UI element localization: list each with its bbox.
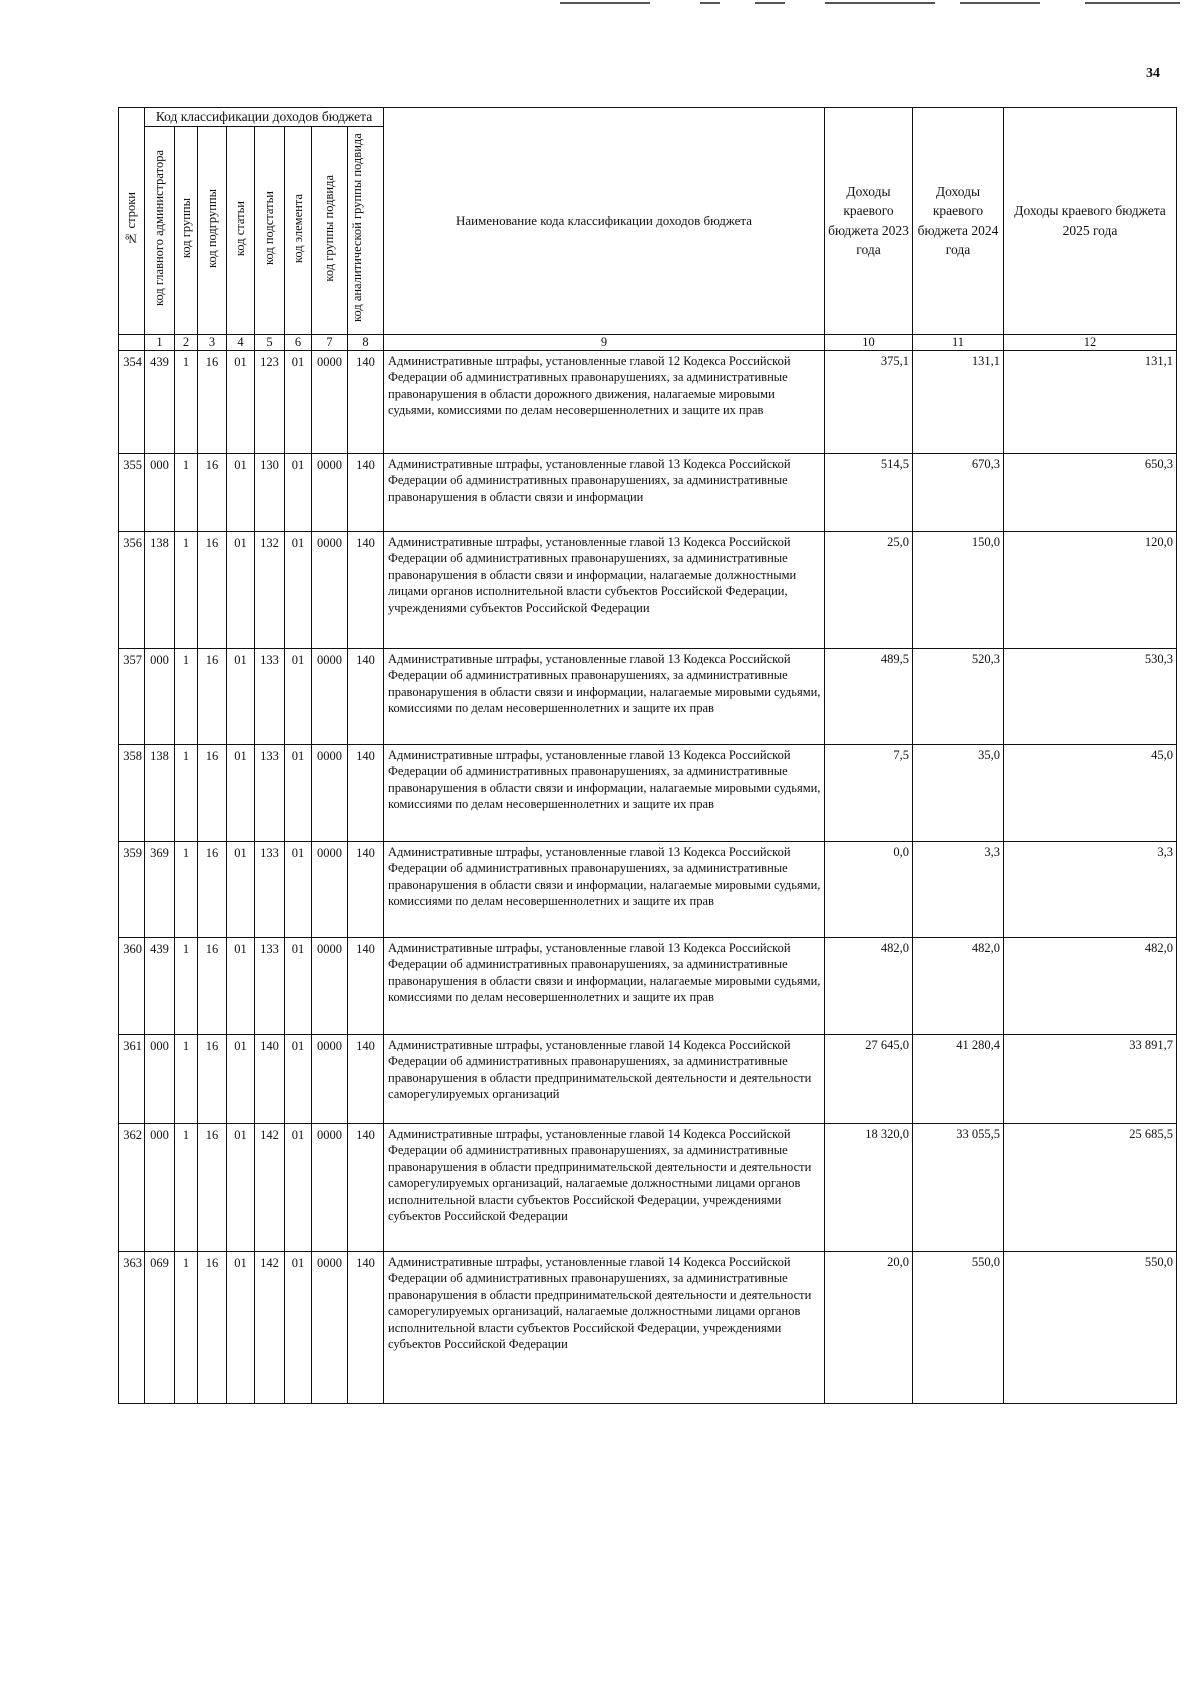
column-number: 12	[1004, 334, 1177, 350]
revenue-2025: 530,3	[1004, 648, 1177, 744]
subgroup-code: 16	[198, 1123, 227, 1251]
subarticle-code: 142	[255, 1251, 285, 1403]
code-name: Административные штрафы, установленные главой 13 Кодекса Российской Федерации об административных правонарушениях, за административные правонарушения в области связи и информации, налагаемые мировыми судьями, комиссиями по делам несовершеннолетних и защите их прав	[384, 744, 825, 841]
subtype-group-code: 0000	[312, 841, 348, 937]
header-admin-code: код главного администратора	[145, 126, 175, 334]
table-row	[119, 841, 1177, 937]
subtype-group-code: 0000	[312, 350, 348, 453]
article-code: 01	[227, 841, 255, 937]
row-number: 362	[119, 1123, 145, 1251]
article-code: 01	[227, 1123, 255, 1251]
subarticle-code: 133	[255, 744, 285, 841]
article-code: 01	[227, 453, 255, 531]
group-code: 1	[175, 937, 198, 1034]
article-code: 01	[227, 744, 255, 841]
revenue-2023: 27 645,0	[825, 1034, 913, 1123]
subgroup-code: 16	[198, 744, 227, 841]
revenue-2025: 45,0	[1004, 744, 1177, 841]
subgroup-code: 16	[198, 350, 227, 453]
group-code: 1	[175, 1034, 198, 1123]
revenue-2023: 25,0	[825, 531, 913, 648]
revenue-2024: 550,0	[913, 1251, 1004, 1403]
revenue-2024: 35,0	[913, 744, 1004, 841]
revenue-2023: 482,0	[825, 937, 913, 1034]
page-number: 34	[1146, 66, 1160, 81]
scan-edge-marks	[540, 0, 1180, 6]
revenue-2025: 131,1	[1004, 350, 1177, 453]
code-name: Административные штрафы, установленные главой 13 Кодекса Российской Федерации об административных правонарушениях, за административные правонарушения в области связи и информации, налагаемые должностными лицами органов исполнительной власти субъектов Российской Федерации, учреждениями субъектов Российской Федерации	[384, 531, 825, 648]
code-name: Административные штрафы, установленные главой 14 Кодекса Российской Федерации об административных правонарушениях, за административные правонарушения в области предпринимательской деятельности и деятельности саморегулируемых организаций	[384, 1034, 825, 1123]
revenue-2024: 520,3	[913, 648, 1004, 744]
revenue-2024: 41 280,4	[913, 1034, 1004, 1123]
revenue-2023: 20,0	[825, 1251, 913, 1403]
header-subarticle-code: код подстатьи	[255, 126, 285, 334]
column-number: 7	[312, 334, 348, 350]
analytic-group-code: 140	[348, 1123, 384, 1251]
group-code: 1	[175, 531, 198, 648]
article-code: 01	[227, 1251, 255, 1403]
group-code: 1	[175, 841, 198, 937]
article-code: 01	[227, 531, 255, 648]
subarticle-code: 140	[255, 1034, 285, 1123]
analytic-group-code: 140	[348, 648, 384, 744]
revenue-2023: 514,5	[825, 453, 913, 531]
revenue-2024: 670,3	[913, 453, 1004, 531]
code-name: Административные штрафы, установленные главой 13 Кодекса Российской Федерации об административных правонарушениях, за административные правонарушения в области связи и информации	[384, 453, 825, 531]
admin-code: 000	[145, 648, 175, 744]
element-code: 01	[285, 1251, 312, 1403]
header-subgroup-code: код подгруппы	[198, 126, 227, 334]
article-code: 01	[227, 937, 255, 1034]
admin-code: 369	[145, 841, 175, 937]
table-row	[119, 1123, 1177, 1251]
revenue-2023: 375,1	[825, 350, 913, 453]
code-name: Административные штрафы, установленные главой 14 Кодекса Российской Федерации об административных правонарушениях, за административные правонарушения в области предпринимательской деятельности и деятельности саморегулируемых организаций, налагаемые должностными лицами органов исполнительной власти субъектов Российской Федерации, учреждениями субъектов Российской Федерации	[384, 1251, 825, 1403]
revenue-2025: 3,3	[1004, 841, 1177, 937]
code-name: Административные штрафы, установленные главой 13 Кодекса Российской Федерации об административных правонарушениях, за административные правонарушения в области связи и информации, налагаемые мировыми судьями, комиссиями по делам несовершеннолетних и защите их прав	[384, 937, 825, 1034]
revenue-2025: 120,0	[1004, 531, 1177, 648]
article-code: 01	[227, 648, 255, 744]
article-code: 01	[227, 350, 255, 453]
element-code: 01	[285, 1123, 312, 1251]
row-number: 363	[119, 1251, 145, 1403]
revenue-2024: 131,1	[913, 350, 1004, 453]
column-number: 4	[227, 334, 255, 350]
revenue-2024: 150,0	[913, 531, 1004, 648]
column-number-row	[119, 334, 1177, 350]
table-row	[119, 531, 1177, 648]
row-number: 361	[119, 1034, 145, 1123]
element-code: 01	[285, 648, 312, 744]
element-code: 01	[285, 1034, 312, 1123]
analytic-group-code: 140	[348, 744, 384, 841]
column-number: 5	[255, 334, 285, 350]
group-code: 1	[175, 453, 198, 531]
analytic-group-code: 140	[348, 1034, 384, 1123]
revenue-2025: 33 891,7	[1004, 1034, 1177, 1123]
admin-code: 000	[145, 1123, 175, 1251]
row-number: 356	[119, 531, 145, 648]
code-name: Административные штрафы, установленные главой 14 Кодекса Российской Федерации об административных правонарушениях, за административные правонарушения в области предпринимательской деятельности и деятельности саморегулируемых организаций, налагаемые должностными лицами органов исполнительной власти субъектов Российской Федерации, учреждениями субъектов Российской Федерации	[384, 1123, 825, 1251]
header-revenue-2025: Доходы краевого бюджета 2025 года	[1004, 108, 1177, 335]
group-code: 1	[175, 350, 198, 453]
subgroup-code: 16	[198, 1251, 227, 1403]
element-code: 01	[285, 350, 312, 453]
table-row	[119, 1034, 1177, 1123]
group-code: 1	[175, 1123, 198, 1251]
column-number: 2	[175, 334, 198, 350]
subtype-group-code: 0000	[312, 744, 348, 841]
header-analytic-group-code: код аналитической группы подвида	[348, 126, 384, 334]
column-number: 9	[384, 334, 825, 350]
admin-code: 000	[145, 1034, 175, 1123]
code-name: Административные штрафы, установленные главой 12 Кодекса Российской Федерации об административных правонарушениях, за административные правонарушения в области дорожного движения, налагаемые мировыми судьями, комиссиями по делам несовершеннолетних и защите их прав	[384, 350, 825, 453]
group-code: 1	[175, 1251, 198, 1403]
revenue-2023: 7,5	[825, 744, 913, 841]
subtype-group-code: 0000	[312, 1123, 348, 1251]
row-number: 358	[119, 744, 145, 841]
subarticle-code: 132	[255, 531, 285, 648]
header-classification-group: Код классификации доходов бюджета	[145, 108, 384, 127]
analytic-group-code: 140	[348, 841, 384, 937]
revenue-2023: 18 320,0	[825, 1123, 913, 1251]
revenue-2024: 33 055,5	[913, 1123, 1004, 1251]
column-number: 1	[145, 334, 175, 350]
row-number: 357	[119, 648, 145, 744]
subgroup-code: 16	[198, 453, 227, 531]
subarticle-code: 123	[255, 350, 285, 453]
subtype-group-code: 0000	[312, 937, 348, 1034]
column-number: 8	[348, 334, 384, 350]
subarticle-code: 130	[255, 453, 285, 531]
row-number: 355	[119, 453, 145, 531]
row-number: 359	[119, 841, 145, 937]
row-number: 354	[119, 350, 145, 453]
table-row	[119, 648, 1177, 744]
subgroup-code: 16	[198, 841, 227, 937]
analytic-group-code: 140	[348, 1251, 384, 1403]
table-row	[119, 453, 1177, 531]
subtype-group-code: 0000	[312, 453, 348, 531]
header-row-number: № строки	[119, 108, 145, 335]
table-row	[119, 1251, 1177, 1403]
element-code: 01	[285, 453, 312, 531]
analytic-group-code: 140	[348, 531, 384, 648]
code-name: Административные штрафы, установленные главой 13 Кодекса Российской Федерации об административных правонарушениях, за административные правонарушения в области связи и информации, налагаемые мировыми судьями, комиссиями по делам несовершеннолетних и защите их прав	[384, 841, 825, 937]
revenue-2023: 0,0	[825, 841, 913, 937]
header-article-code: код статьи	[227, 126, 255, 334]
subtype-group-code: 0000	[312, 1251, 348, 1403]
subgroup-code: 16	[198, 937, 227, 1034]
column-number	[119, 334, 145, 350]
revenue-2025: 25 685,5	[1004, 1123, 1177, 1251]
element-code: 01	[285, 937, 312, 1034]
subtype-group-code: 0000	[312, 531, 348, 648]
table-row	[119, 350, 1177, 453]
analytic-group-code: 140	[348, 937, 384, 1034]
revenue-2025: 550,0	[1004, 1251, 1177, 1403]
header-code-name: Наименование кода классификации доходов бюджета	[384, 108, 825, 335]
table-row	[119, 937, 1177, 1034]
article-code: 01	[227, 1034, 255, 1123]
revenue-2024: 482,0	[913, 937, 1004, 1034]
element-code: 01	[285, 531, 312, 648]
element-code: 01	[285, 744, 312, 841]
header-group-code: код группы	[175, 126, 198, 334]
revenue-2025: 482,0	[1004, 937, 1177, 1034]
analytic-group-code: 140	[348, 453, 384, 531]
revenue-2024: 3,3	[913, 841, 1004, 937]
element-code: 01	[285, 841, 312, 937]
group-code: 1	[175, 744, 198, 841]
subgroup-code: 16	[198, 1034, 227, 1123]
admin-code: 439	[145, 350, 175, 453]
admin-code: 138	[145, 531, 175, 648]
subarticle-code: 142	[255, 1123, 285, 1251]
column-number: 6	[285, 334, 312, 350]
header-revenue-2024: Доходы краевого бюджета 2024 года	[913, 108, 1004, 335]
header-revenue-2023: Доходы краевого бюджета 2023 года	[825, 108, 913, 335]
header-subtype-group-code: код группы подвида	[312, 126, 348, 334]
column-number: 3	[198, 334, 227, 350]
subgroup-code: 16	[198, 531, 227, 648]
admin-code: 069	[145, 1251, 175, 1403]
admin-code: 000	[145, 453, 175, 531]
table-row	[119, 744, 1177, 841]
admin-code: 138	[145, 744, 175, 841]
column-number: 10	[825, 334, 913, 350]
group-code: 1	[175, 648, 198, 744]
admin-code: 439	[145, 937, 175, 1034]
code-name: Административные штрафы, установленные главой 13 Кодекса Российской Федерации об административных правонарушениях, за административные правонарушения в области связи и информации, налагаемые мировыми судьями, комиссиями по делам несовершеннолетних и защите их прав	[384, 648, 825, 744]
subgroup-code: 16	[198, 648, 227, 744]
revenue-2025: 650,3	[1004, 453, 1177, 531]
analytic-group-code: 140	[348, 350, 384, 453]
budget-revenue-table	[118, 107, 1177, 1404]
subtype-group-code: 0000	[312, 1034, 348, 1123]
subarticle-code: 133	[255, 841, 285, 937]
header-element-code: код элемента	[285, 126, 312, 334]
revenue-2023: 489,5	[825, 648, 913, 744]
subarticle-code: 133	[255, 648, 285, 744]
subtype-group-code: 0000	[312, 648, 348, 744]
row-number: 360	[119, 937, 145, 1034]
subarticle-code: 133	[255, 937, 285, 1034]
column-number: 11	[913, 334, 1004, 350]
